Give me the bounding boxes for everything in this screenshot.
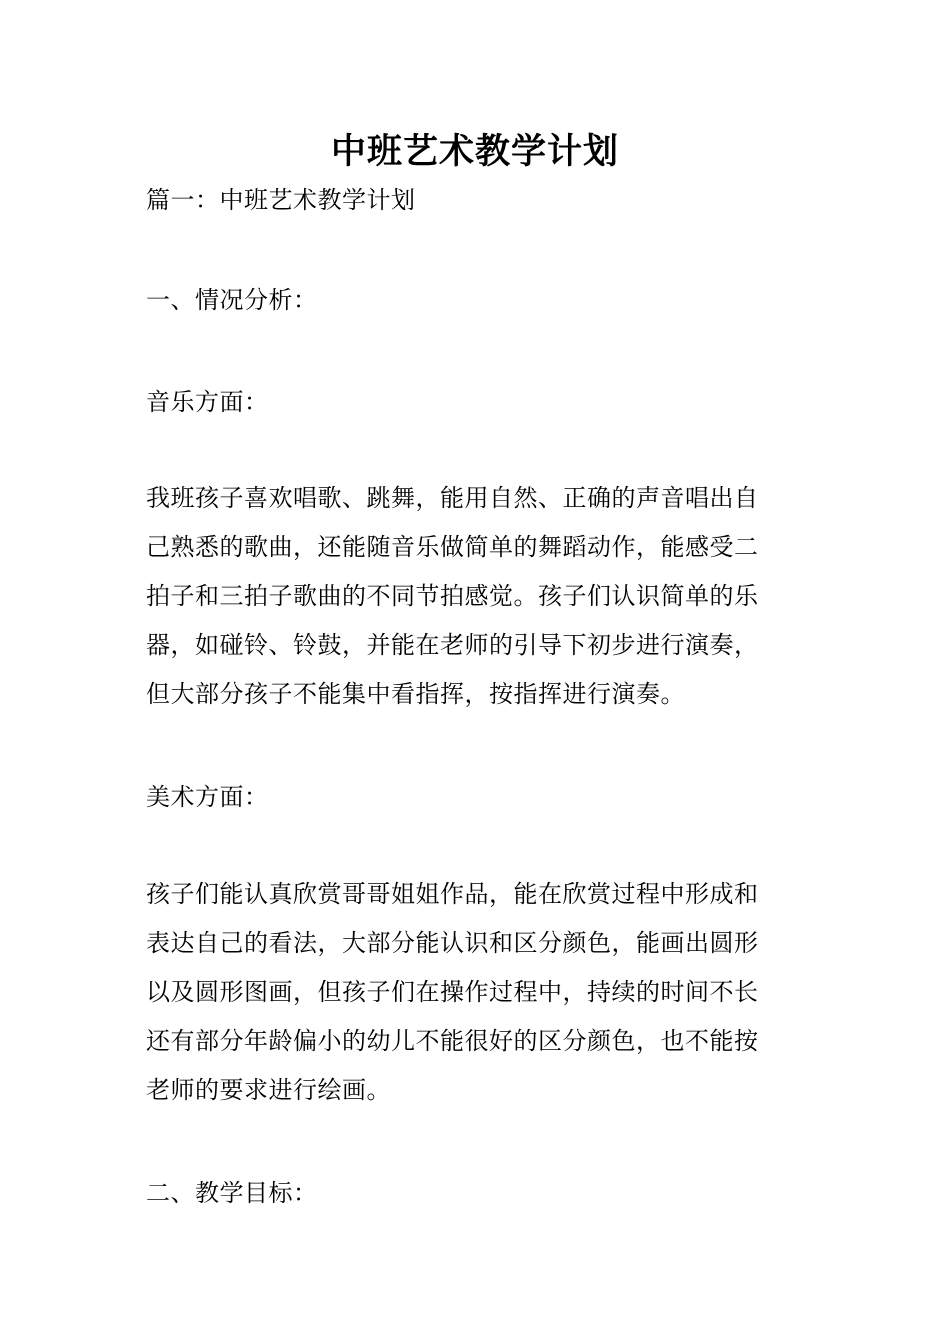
paragraph-line: 老师的要求进行绘画。 bbox=[146, 1076, 391, 1104]
subheading-music: 音乐方面： bbox=[146, 388, 269, 416]
paragraph-line: 孩子们能认真欣赏哥哥姐姐作品，能在欣赏过程中形成和 bbox=[146, 880, 759, 908]
paragraph-line: 拍子和三拍子歌曲的不同节拍感觉。孩子们认识简单的乐 bbox=[146, 582, 759, 610]
section-heading-teaching-goals: 二、教学目标： bbox=[146, 1179, 318, 1207]
paragraph-line: 还有部分年龄偏小的幼儿不能很好的区分颜色，也不能按 bbox=[146, 1027, 759, 1055]
paragraph-line: 己熟悉的歌曲，还能随音乐做简单的舞蹈动作，能感受二 bbox=[146, 533, 759, 561]
paragraph-line: 器，如碰铃、铃鼓，并能在老师的引导下初步进行演奏， bbox=[146, 631, 759, 659]
paragraph-line: 我班孩子喜欢唱歌、跳舞，能用自然、正确的声音唱出自 bbox=[146, 484, 759, 512]
paragraph-line: 但大部分孩子不能集中看指挥，按指挥进行演奏。 bbox=[146, 680, 685, 708]
document-title: 中班艺术教学计划 bbox=[330, 131, 619, 172]
paragraph-line: 以及圆形图画，但孩子们在操作过程中，持续的时间不长 bbox=[146, 978, 759, 1006]
document-subtitle: 篇一：中班艺术教学计划 bbox=[146, 186, 416, 214]
subheading-art: 美术方面： bbox=[146, 783, 269, 811]
paragraph-art bbox=[146, 870, 810, 1115]
section-heading-situation-analysis: 一、情况分析： bbox=[146, 286, 318, 314]
paragraph-line: 表达自己的看法，大部分能认识和区分颜色，能画出圆形 bbox=[146, 929, 759, 957]
paragraph-music bbox=[146, 474, 810, 719]
